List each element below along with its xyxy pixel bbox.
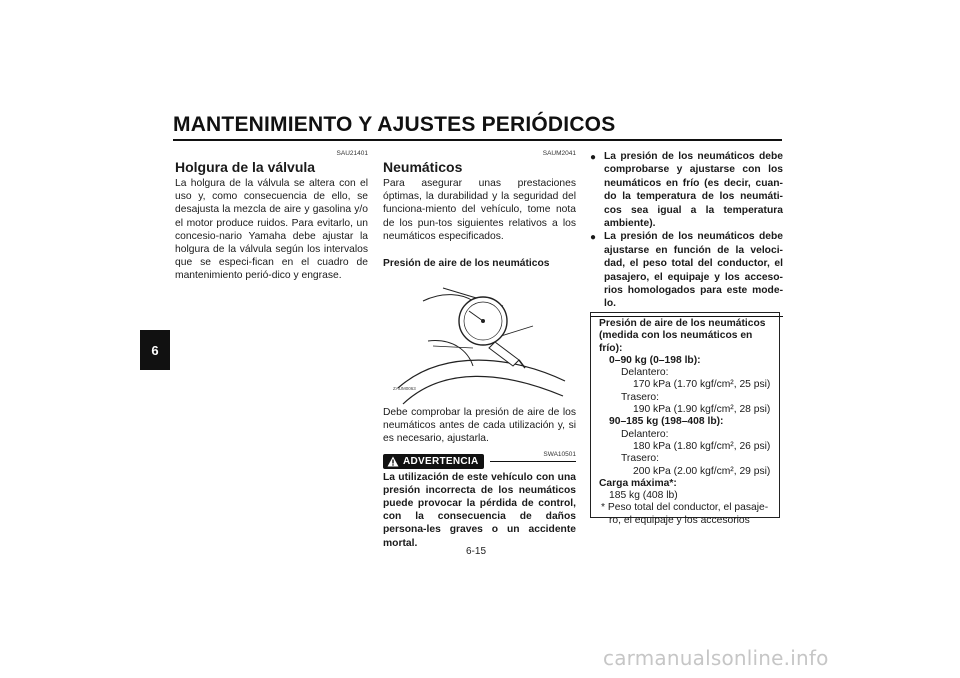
section-code: SAUM2041 [542, 150, 576, 157]
tires-section [383, 150, 576, 550]
page-title: MANTENIMIENTO Y AJUSTES PERIÓDICOS [173, 113, 616, 136]
spec-front-label: Delantero: [621, 428, 669, 440]
tire-gauge-illustration [383, 276, 576, 406]
spec-footnote: * Peso total del conductor, el pasaje-ro, el equipaje y los accesorios [601, 502, 769, 526]
title-rule [173, 139, 782, 141]
bullet-icon: ● [590, 152, 597, 163]
warning-rule [490, 461, 576, 462]
page-number: 6-15 [466, 546, 487, 557]
tires-intro: Para asegurar unas prestaciones óptimas, la durabilidad y la seguridad del funciona-miento del vehículo, tome nota de los pun-tos siguientes relativos a los neumáticos especificados. [383, 178, 576, 242]
tire-notes [590, 150, 783, 317]
section-body: La holgura de la válvula se altera con el uso y, como consecuencia de ello, se desajusta la mezcla de aire y gasolina y/o el motor produce ruidos. Para evitarlo, un concesio-nario Yamaha debe ajustar la holgura de la válvula según los intervalos que se especi-fican en el cuadro de mantenimiento perió-dico y engrase. [175, 178, 368, 282]
section-heading: Holgura de la válvula [175, 159, 316, 175]
warning-label: ADVERTENCIA [403, 455, 479, 467]
chapter-tab: 6 [140, 330, 170, 370]
spec-rear-label: Trasero: [621, 391, 659, 403]
spec-max-load-label: Carga máxima*: [599, 477, 677, 489]
spec-range-1-rear: 190 kPa (1.90 kgf/cm², 28 psi) [633, 404, 771, 416]
section-code: SAU21401 [336, 150, 368, 157]
list-item [590, 150, 783, 230]
tire-notes-list [590, 150, 783, 311]
list-item-text: La presión de los neumáticos debe ajustarse en función de la veloci-dad, el peso total del conductor, el pasajero, el equipaje y los acceso-rios homologados para este mode-lo. [604, 231, 783, 310]
spec-range-1: 0–90 kg (0–198 lb): [609, 354, 701, 366]
spec-range-2-front: 180 kPa (1.80 kgf/cm², 26 psi) [633, 440, 771, 452]
section-heading: Neumáticos [383, 159, 463, 175]
check-pressure-text: Debe comprobar la presión de aire de los neumáticos antes de cada utilización y, si es necesario, ajustarla. [383, 407, 576, 445]
warning-code: SWA10501 [543, 450, 576, 458]
bullet-icon: ● [590, 232, 597, 244]
spec-title: Presión de aire de los neumáticos (medida con los neumáticos en frío): [599, 318, 766, 354]
list-item [590, 230, 783, 310]
list-item-text: La presión de los neumáticos debe comprobarse y ajustarse con los neumáticos en frío (es decir, cuan-do la temperatura de los neumáti-cos sea igual a la temperatura ambiente). [604, 151, 783, 230]
tire-pressure-subheading: Presión de aire de los neumáticos [383, 258, 550, 270]
spec-range-2: 90–185 kg (198–408 lb): [609, 416, 724, 428]
warning-badge [383, 454, 484, 469]
spec-front-label: Delantero: [621, 367, 669, 379]
spec-range-2-rear: 200 kPa (2.00 kgf/cm², 29 psi) [633, 465, 771, 477]
warning-text: La utilización de este vehículo con una presión incorrecta de los neumáticos puede provocar la pérdida de control, con la consecuencia de daños persona-les graves o un accidente mortal. [383, 471, 576, 549]
spec-rear-label: Trasero: [621, 453, 659, 465]
spec-range-1-front: 170 kPa (1.70 kgf/cm², 25 psi) [633, 379, 771, 391]
spec-max-load-value: 185 kg (408 lb) [609, 490, 678, 502]
figure-code: ZAUM0063 [393, 386, 416, 392]
tire-pressure-spec-box [590, 312, 780, 526]
warning-triangle-icon [387, 456, 399, 467]
valve-clearance-section [175, 150, 368, 283]
watermark: carmanualsonline.info [603, 646, 829, 670]
